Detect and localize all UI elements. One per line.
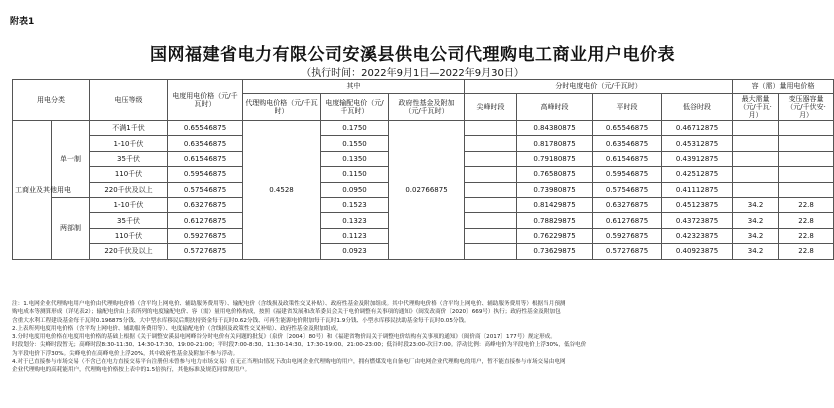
- high-cell: 0.79180875: [517, 151, 593, 166]
- transmission-cell: 0.0923: [321, 244, 389, 259]
- note-line: 4.对于已直接参与市场交易（不含已在电力直接交易平台注册但未曾参与电力市场交易）在无正当理由情况下改由电网企业代理购电的用户，拥有燃煤发电自备电厂由电网企业代理购电的用户，暂不能直接参与市场交易由电网: [12, 359, 566, 366]
- high-cell: 0.78829875: [517, 213, 593, 228]
- voltage-cell: 220千伏及以上: [90, 244, 168, 259]
- peak-cell: [465, 228, 517, 243]
- attachment-label: 附表1: [10, 17, 35, 27]
- demand-cell: [733, 136, 779, 151]
- price-cell: 0.57276875: [168, 244, 243, 259]
- low-cell: 0.45123875: [662, 197, 733, 212]
- voltage-cell: 35千伏: [90, 213, 168, 228]
- price-cell: 0.57546875: [168, 182, 243, 197]
- peak-cell: [465, 167, 517, 182]
- transmission-cell: 0.1350: [321, 151, 389, 166]
- tariff-table: [12, 79, 834, 260]
- header-tou: 分时电度电价（元/千瓦时）: [465, 80, 733, 94]
- price-cell: 0.63546875: [168, 136, 243, 151]
- peak-cell: [465, 121, 517, 136]
- low-cell: 0.42512875: [662, 167, 733, 182]
- high-cell: 0.76229875: [517, 228, 593, 243]
- header-transmission: 电度输配电价（元/千瓦时）: [321, 94, 389, 121]
- note-line: 2.上表所列电度用电价格（含平均上网电价、辅助服务费用等）、电度输配电价（含线损及政策性交叉补贴）、政府性基金及附加组成。: [12, 325, 342, 332]
- transmission-cell: 0.1523: [321, 197, 389, 212]
- header-among: 其中: [243, 80, 465, 94]
- low-cell: 0.41112875: [662, 182, 733, 197]
- capacity-cell: [779, 167, 834, 182]
- capacity-cell: [779, 182, 834, 197]
- low-cell: 0.45312875: [662, 136, 733, 151]
- low-cell: 0.46712875: [662, 121, 733, 136]
- capacity-cell: 22.8: [779, 244, 834, 259]
- flat-cell: 0.65546875: [593, 121, 662, 136]
- transmission-cell: 0.1550: [321, 136, 389, 151]
- system-single: 单一制: [52, 121, 90, 198]
- note-line: 含重大水利工程建设基金每千瓦时0.196875分钱、大中型水库移民后期扶持资金每千瓦时0.62分钱、可再生能源电价附加每千瓦时1.9分钱、小型水库移民扶助基金每千瓦时0.05分钱。: [12, 317, 470, 324]
- low-cell: 0.40923875: [662, 244, 733, 259]
- header-transformer: 变压器容量（元/千伏安·月）: [779, 94, 834, 121]
- flat-cell: 0.59546875: [593, 167, 662, 182]
- transmission-cell: 0.0950: [321, 182, 389, 197]
- high-cell: 0.81429875: [517, 197, 593, 212]
- header-high: 高峰时段: [517, 94, 593, 121]
- agent-price-cell: 0.4528: [243, 121, 321, 260]
- peak-cell: [465, 182, 517, 197]
- transmission-cell: 0.1150: [321, 167, 389, 182]
- high-cell: 0.76580875: [517, 167, 593, 182]
- high-cell: 0.73980875: [517, 182, 593, 197]
- flat-cell: 0.63546875: [593, 136, 662, 151]
- note-line: 3.分时电度用电价格在电度用电价格的基础上根据《关于调整安溪县电网峰谷分时电价有关问题的批复》（泉价〔2004〕80号）和《福建省物价局关于调整电价结构有关事项的通知》（闽价商〔2017〕177号）规定形成。: [12, 334, 556, 341]
- flat-cell: 0.63276875: [593, 197, 662, 212]
- header-price: 电度用电价格（元/千瓦时）: [168, 80, 243, 121]
- peak-cell: [465, 244, 517, 259]
- flat-cell: 0.59276875: [593, 228, 662, 243]
- peak-cell: [465, 136, 517, 151]
- voltage-cell: 35千伏: [90, 151, 168, 166]
- capacity-cell: 22.8: [779, 197, 834, 212]
- note-line: 注：1.电网企业代理购电用户电价由代理购电价格（含平均上网电价、辅助服务费用等）、输配电价（含线损及政策性交叉补贴）、政府性基金及附加组成。其中代理购电价格（含平均上网电价、辅助服务费用等）根据当月预测: [12, 301, 566, 307]
- page-title: 国网福建省电力有限公司安溪县供电公司代理购电工商业用户电价表: [150, 45, 675, 65]
- price-cell: 0.63276875: [168, 197, 243, 212]
- flat-cell: 0.61276875: [593, 213, 662, 228]
- notes-section: [12, 300, 812, 375]
- high-cell: 0.81780875: [517, 136, 593, 151]
- demand-cell: 34.2: [733, 213, 779, 228]
- peak-cell: [465, 197, 517, 212]
- demand-cell: [733, 167, 779, 182]
- demand-cell: 34.2: [733, 228, 779, 243]
- demand-cell: 34.2: [733, 197, 779, 212]
- voltage-cell: 1-10千伏: [90, 136, 168, 151]
- header-voltage: 电压等级: [90, 80, 168, 121]
- high-cell: 0.73629875: [517, 244, 593, 259]
- header-agent-price: 代理购电价格（元/千瓦时）: [243, 94, 321, 121]
- voltage-cell: 不满1千伏: [90, 121, 168, 136]
- flat-cell: 0.61546875: [593, 151, 662, 166]
- system-dual: 两部制: [52, 197, 90, 259]
- note-line: 时段划分：尖峰时段暂无；高峰时段8:30-11:30、14:30-17:30、19:00-21:00；平时段7:00-8:30、11:30-14:30、17:30-19:00、21:00-23:00；低谷时段23:00-次日7:00。浮动比例：高峰电价为平段电价上浮30%，低谷电价: [12, 342, 587, 349]
- header-max-demand: 最大需量（元/千瓦·月）: [733, 94, 779, 121]
- fund-cell: 0.02766875: [389, 121, 465, 260]
- table-row: [13, 121, 834, 136]
- note-line: 企业代理购电的高耗能用户，代理购电价格按上表中的1.5倍执行，其他标准及规范同常规用户。: [12, 367, 251, 374]
- demand-cell: [733, 182, 779, 197]
- capacity-cell: 22.8: [779, 213, 834, 228]
- transmission-cell: 0.1750: [321, 121, 389, 136]
- low-cell: 0.43912875: [662, 151, 733, 166]
- voltage-cell: 1-10千伏: [90, 197, 168, 212]
- voltage-cell: 220千伏及以上: [90, 182, 168, 197]
- demand-cell: [733, 121, 779, 136]
- price-cell: 0.61546875: [168, 151, 243, 166]
- transmission-cell: 0.1123: [321, 228, 389, 243]
- high-cell: 0.84380875: [517, 121, 593, 136]
- header-flat: 平时段: [593, 94, 662, 121]
- low-cell: 0.42323875: [662, 228, 733, 243]
- capacity-cell: 22.8: [779, 228, 834, 243]
- peak-cell: [465, 151, 517, 166]
- voltage-cell: 110千伏: [90, 167, 168, 182]
- price-cell: 0.59276875: [168, 228, 243, 243]
- note-line: 为平段电价下浮30%。尖峰电价在高峰电价上浮20%，其中政府性基金及附加不参与浮动。: [12, 350, 239, 357]
- price-cell: 0.59546875: [168, 167, 243, 182]
- voltage-cell: 110千伏: [90, 228, 168, 243]
- page-subtitle: （执行时间：2022年9月1日—2022年9月30日）: [301, 68, 524, 79]
- peak-cell: [465, 213, 517, 228]
- demand-cell: 34.2: [733, 244, 779, 259]
- price-cell: 0.61276875: [168, 213, 243, 228]
- header-capacity: 容（需）量用电价格: [733, 80, 834, 94]
- price-cell: 0.65546875: [168, 121, 243, 136]
- low-cell: 0.43723875: [662, 213, 733, 228]
- capacity-cell: [779, 121, 834, 136]
- capacity-cell: [779, 151, 834, 166]
- demand-cell: [733, 151, 779, 166]
- note-line: 购电成本等测算形成（详见表2）；输配电价由上表所列的电度输配电价、容（需）量用电价格构成，按照《福建省发展和改革委员会关于电价调整有关事项的通知》（闽发改商价〔2020〕669号）执行；政府性基金及附加包: [12, 309, 561, 316]
- flat-cell: 0.57276875: [593, 244, 662, 259]
- header-category: 用电分类: [13, 80, 90, 121]
- capacity-cell: [779, 136, 834, 151]
- header-fund: 政府性基金及附加（元/千瓦时）: [389, 94, 465, 121]
- flat-cell: 0.57546875: [593, 182, 662, 197]
- category-cell: 工商业及其他用电: [13, 121, 52, 260]
- header-peak: 尖峰时段: [465, 94, 517, 121]
- transmission-cell: 0.1323: [321, 213, 389, 228]
- header-low: 低谷时段: [662, 94, 733, 121]
